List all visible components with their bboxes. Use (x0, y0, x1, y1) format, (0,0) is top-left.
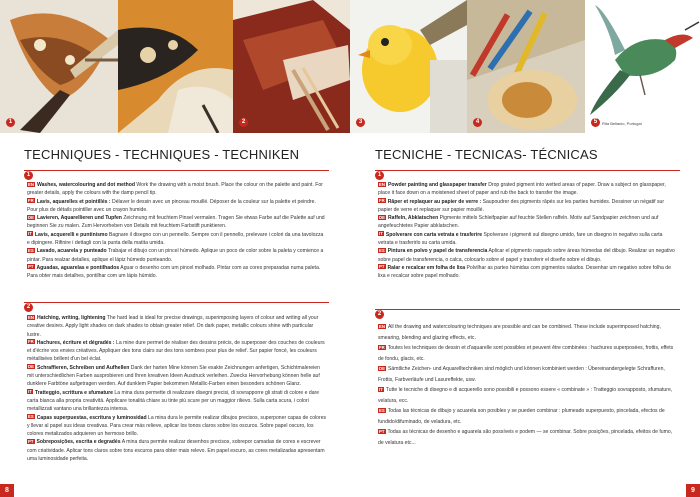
page-title-right: TECNICHE - TECNICAS- TÉCNICAS (375, 147, 598, 162)
photo-strip (0, 0, 700, 133)
section-2-rule-left (24, 302, 329, 303)
section-1-number-right: 1 (375, 171, 384, 180)
paragraph-pt: PT Aguadas, aguarelas e pontilhados Aguar o desenho com um pincel molhado. Pintar com as cores preparadas numa paleta. Para obter mais detalhes, pontilhar com um lápis húmido. (27, 264, 321, 280)
photo-number-badge: 3 (356, 118, 365, 127)
photo-pencils-drawing (467, 0, 585, 133)
section-2-number-right: 2 (375, 310, 384, 319)
photo-number-badge: 5 (591, 118, 600, 127)
paragraph-de: DE Lavieren, Aquarellieren und Tupfen Zeichnung mit feuchtem Pinsel vermalen. Tragen Sie etwas Farbe auf die Palette auf und beginnen Sie zu malen. Zum Hervorheben von Details mit feuchtem Farbstift punktieren. (27, 214, 325, 230)
photo-leather-bag-drawing (233, 0, 350, 133)
section-2-text-right (378, 322, 678, 448)
section-1-text-right (378, 181, 678, 281)
paragraph-es: ES Capas superpuestas, escritura y luminosidad La mina dura le permite realizar dibujos precisos, superponer capas de colores y llevar al papel sus ideas creativas. Para crear más relieve, aplicar los tonos claros sobre los oscuros. Sobre papel oscuro, los colores metalizados adquieren un hermoso brillo. (27, 414, 327, 438)
section-2-number-left: 2 (24, 303, 33, 312)
section-1-number-left: 1 (24, 171, 33, 180)
photo-credit: Rita Bellanio, Portugal (602, 121, 642, 126)
paragraph-en: EN Hatching, writing, lightening The hard lead is ideal for precise drawings, superimposing layers of colour and writing all your creative desires. Apply light shades on dark shades to obtain greater relief. On dark paper, metallic colours shine with particular lustre. (27, 314, 319, 338)
paragraph-es: ES Pintura en polvo y papel de transferencia Aplicar el pigmento raspado sobre áreas húmedas del dibujo. Realizar un negativo sobre papel de transferencia, o calca, colocarlo sobre el papel y transferir el diseño sobre el dibujo. (378, 247, 675, 263)
paragraph-pt: PT Sobreposições, escrita e degradés A mina dura permite realizar desenhos precisos, sobrepor camadas de cores e escrever com criatividade. Aplicar tons claros sobre tons escuros para obter mais relevo. Em papel escuro, as cores metalizadas apresentam uma luminosidade perfeita. (27, 438, 325, 463)
paragraph-it: IT Lavis, acquerelli e puntinismo Bagnare il disegno con un pennello. Sempre con il pennello, prelevare i colori da una tavolozza e dipingere. Rifinire i dettagli con la punta della matita umida. (27, 231, 324, 247)
page-number-left: 8 (0, 484, 14, 497)
paragraph-es: ES Lavado, acuarela y punteado Trabajar el dibujo con un pincel húmedo. Aplique un poco de color sobre la paleta y comience a pintar. Para realzar detalles, aplique el lápiz húmedo punteando. (27, 247, 324, 263)
photo-hummingbird (585, 0, 700, 133)
paragraph-de: DE Sämtliche Zeichen- und Aquarelltechniken sind möglich und können kombiniert werden : Übereinandergelegte Schraffuren, Frottis, Farbverläufe und Lasureffekte, usw. (378, 365, 665, 383)
section-1-text-left (27, 181, 327, 281)
photo-number-badge: 4 (473, 118, 482, 127)
photo-butterfly-wings (118, 0, 233, 133)
photo-chick-drawing (350, 0, 467, 133)
paragraph-de: DE Raffeln, Abklatschen Pigmente mittels Schleifpapier auf feuchte Stellen raffeln. Motiv auf Sandpapier zeichnen und auf angefeuchtetes Papier abklatschen. (378, 214, 659, 230)
paragraph-en: EN Powder painting and glasspaper transfer Drop grated pigment into wetted areas of paper. Draw a subject on glasspaper, place it face down on a moistened sheet of paper and rub the back to transfer the image. (378, 181, 666, 197)
paragraph-fr: FR Lavis, aquarelles et pointillés : Délaver le dessin avec un pinceau mouillé. Déposer de la couleur sur la palette et peindre. Pour plus de détails pointiller avec un crayon humide. (27, 198, 316, 213)
photo-number-badge: 1 (6, 118, 15, 127)
paragraph-pt: PT Todas as técnicas de desenho e aguarela são possíveis e podem — se combinar. Sobre posições, pincelada, efeitos de fumo, de velatura etc... (378, 428, 673, 446)
paragraph-de: DE Schraffieren, Schreiben und Aufhellen Dank der harten Mine können Sie exakte Zeichnungen anfertigen, Schichtmalereien mit unterschiedlichen Farben ausprobieren und Ihren kreativen Ideen Ausdruck verleihen. Zwecks Hervorhebung können helle auf dunklere Farbtöne aufgetragen werden. Auf dunklem Papier bekommen Metallic-Farben einen besonders schönen Glanz. (27, 364, 320, 388)
photo-number-badge: 2 (239, 118, 248, 127)
photo-butterfly-painting (0, 0, 118, 133)
paragraph-es: ES Todas las técnicas de dibujo y acuarela son posibles y se pueden combinar : plumeado superpuesto, pincelada, efectos de fundido/difuminado, de veladura, etc. (378, 407, 665, 425)
paragraph-it: IT Tutte le tecniche di disegno e di acquerello sono possibili e possono essere « combinate » : Tratteggio sovrapposto, sfumature, velatura, ecc. (378, 386, 673, 404)
section-1-rule-left (24, 170, 329, 171)
wing-illustration (118, 0, 233, 133)
paragraph-pt: PT Ralar e recalcar em folha de lixa Polvilhar as partes húmidas com pigmentos ralados. Desenhar um negativo sobre folha de lixa e recalcar sobre papel molhado. (378, 264, 671, 280)
paragraph-fr: FR Toutes les techniques de dessin et d'aquarelle sont possibles et peuvent être combinées : hachures superposées, frottis, effets de fondu, glacis, etc. (378, 344, 674, 362)
hummingbird-illustration (585, 0, 700, 133)
page-title-left: TECHNIQUES - TECHNIQUES - TECHNIKEN (24, 147, 300, 162)
paragraph-en: EN All the drawing and watercolouring techniques are possible and can be combined. These include superimposed hatching, smearing, blending and glazing effects, etc. (378, 323, 661, 341)
paragraph-it: IT Spolverare con carta vetrata e trasferire Spolverare i pigmenti sul disegno umido, fare un disegno in negativo sulla carta vetrata e trasferirlo su carta umida. (378, 231, 663, 247)
butterfly-illustration (0, 0, 118, 133)
paragraph-fr: FR Hachures, écriture et dégradés : La mine dure permet de réaliser des dessins précis, de superposer des couches de couleurs et d'écrire vos envies créatives. Appliquer des tons clairs sur des tons sombres pour plus de relief. Sur papier foncé, les couleurs métallisées brillent d'un bel éclat. (27, 339, 325, 363)
section-2-rule-right (375, 309, 680, 310)
paragraph-en: EN Washes, watercolouring and dot method Work the drawing with a moist brush. Place the colour on the palette and paint. For greater details, apply the colours with the damp pencil tip. (27, 181, 323, 197)
section-1-rule-right (375, 170, 680, 171)
paragraph-it: IT Tratteggio, scrittura e sfumature La mina dura permette di realizzare disegni precisi, di sovrapporre gli strati di colore e dare carta bianca alla propria creatività. Applicare tonalità chiare su tinte più scure per un maggior rilievo. Sulla carta scura, i colori metallizzati vantano una brillantezza intensa. (27, 389, 320, 413)
page-number-right: 9 (686, 484, 700, 497)
section-2-text-left (27, 314, 327, 463)
paragraph-fr: FR Râper et replaquer au papier de verre : Saupoudrer des pigments râpés sur les parties humides. Dessiner un négatif sur papier de verre et replaquer sur papier mouillé. (378, 198, 665, 213)
pencils-illustration (467, 0, 585, 133)
chick-illustration (350, 0, 467, 133)
bag-illustration (233, 0, 350, 133)
